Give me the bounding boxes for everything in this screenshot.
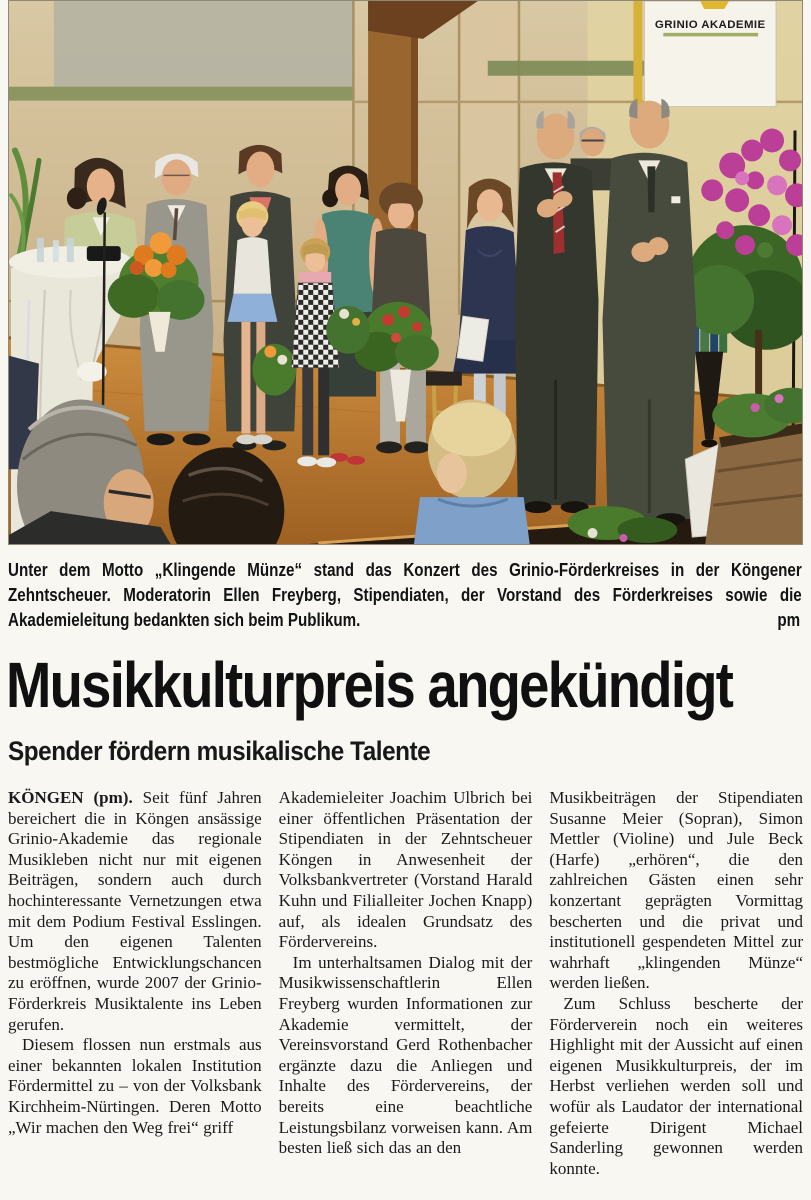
grinio-banner [633,1,776,119]
child-blue-shirt [414,497,530,544]
man-suit-right-figure [603,99,697,525]
article-column-3 [549,788,803,1200]
red-shoe [347,456,365,465]
man-clapping-figure [515,111,599,514]
program-sheet [457,316,489,361]
stage-photo-scene [9,1,802,544]
paragraph: Diesem flossen nun erstmals aus einer bekannten lokalen Institution Fördermittel zu – von der Volksbank Kirchheim-Nürtingen. Deren Motto „Wir machen den Weg frei“ griff [8,1035,262,1137]
pocket-square [671,196,680,203]
paragraph: Im unterhaltsamen Dialog mit der Musikwissenschaftlerin Ellen Freyberg wurden Informationen zur Akademie vermittelt, der Vereinsvorstand Gerd Rothenbacher ergänzte dazu die Anliegen und Inhalte des Fördervereins, der bereits eine beachtliche Leistungsbilanz vorweisen kann. Am besten ließ sich das an den [278,952,533,1158]
article-column-1 [8,788,262,1200]
article-body [8,788,803,1200]
paragraph: Musikbeiträgen der Stipendiaten Susanne Meier (Sopran), Simon Mettler (Violine) und Jule Beck (Harfe) „erhören“, die den zahlreichen Gästen einen sehr konzertant geprägten Vormittag bescherten und die privat und institutionell gespendeten Mittel zur wahrhaft „klingenden Münze“ werden ließen. [549,788,803,993]
paragraph-lead [8,788,262,1035]
small-bouquet [252,344,296,396]
headline: Musikkulturpreis angekündigt [6,649,733,721]
subheadline: Spender fördern musikalische Talente [8,736,431,766]
wine-glasses [37,238,74,262]
photo-caption [8,557,802,632]
photo-credit: pm [777,609,801,630]
photo-caption-text: Unter dem Motto „Klingende Münze“ stand das Konzert des Grinio-Förderkreises in der Köngener Zehntscheuer. Moderatorin Ellen Freyberg, Stipendiaten, der Vorstand des Förderkreises sowie die Akademieleitung bedankten sich beim Publikum. [8,559,802,630]
article-column-2 [279,788,533,1200]
banner-logo [700,1,729,9]
stage-photo [8,0,803,545]
banner-tagline-bar [663,33,758,36]
dateline: KÖNGEN (pm). [8,788,133,807]
paragraph-text: Seit fünf Jahren bereichert die in Köngen ansässige Grinio-Akademie das regionale Musikleben nicht nur mit eigenen Beiträgen, sondern auch durch hochinteressante Vernetzungen etwa mit dem Podium Festival Esslingen. Um den eigenen Talenten bestmögliche Entwicklungschancen zu eröffnen, wurde 2007 der Grinio-Förderkreis Musiktalente ins Leben gerufen. [8,788,262,1034]
paragraph: Akademieleiter Joachim Ulbrich bei einer öffentlichen Präsentation der Stipendiaten in der Zehntscheuer Köngen in Anwesenheit der Volksbankvertreter (Vorstand Harald Kuhn und Filialleiter Jochen Knapp) auf, als idealen Grundsatz des Fördervereins. [278,788,533,952]
paragraph: Zum Schluss bescherte der Förderverein noch ein weiteres Highlight mit der Aussicht auf einen eigenen Musikkulturpreis, der im Herbst verliehen werden soll und wofür als Laudator der international gefeierte Dirigent Michael Sanderling gewonnen werden konnte. [549,993,803,1178]
banner-title: GRINIO AKADEMIE [654,18,766,31]
plaid-girl-bouquet [326,306,370,354]
